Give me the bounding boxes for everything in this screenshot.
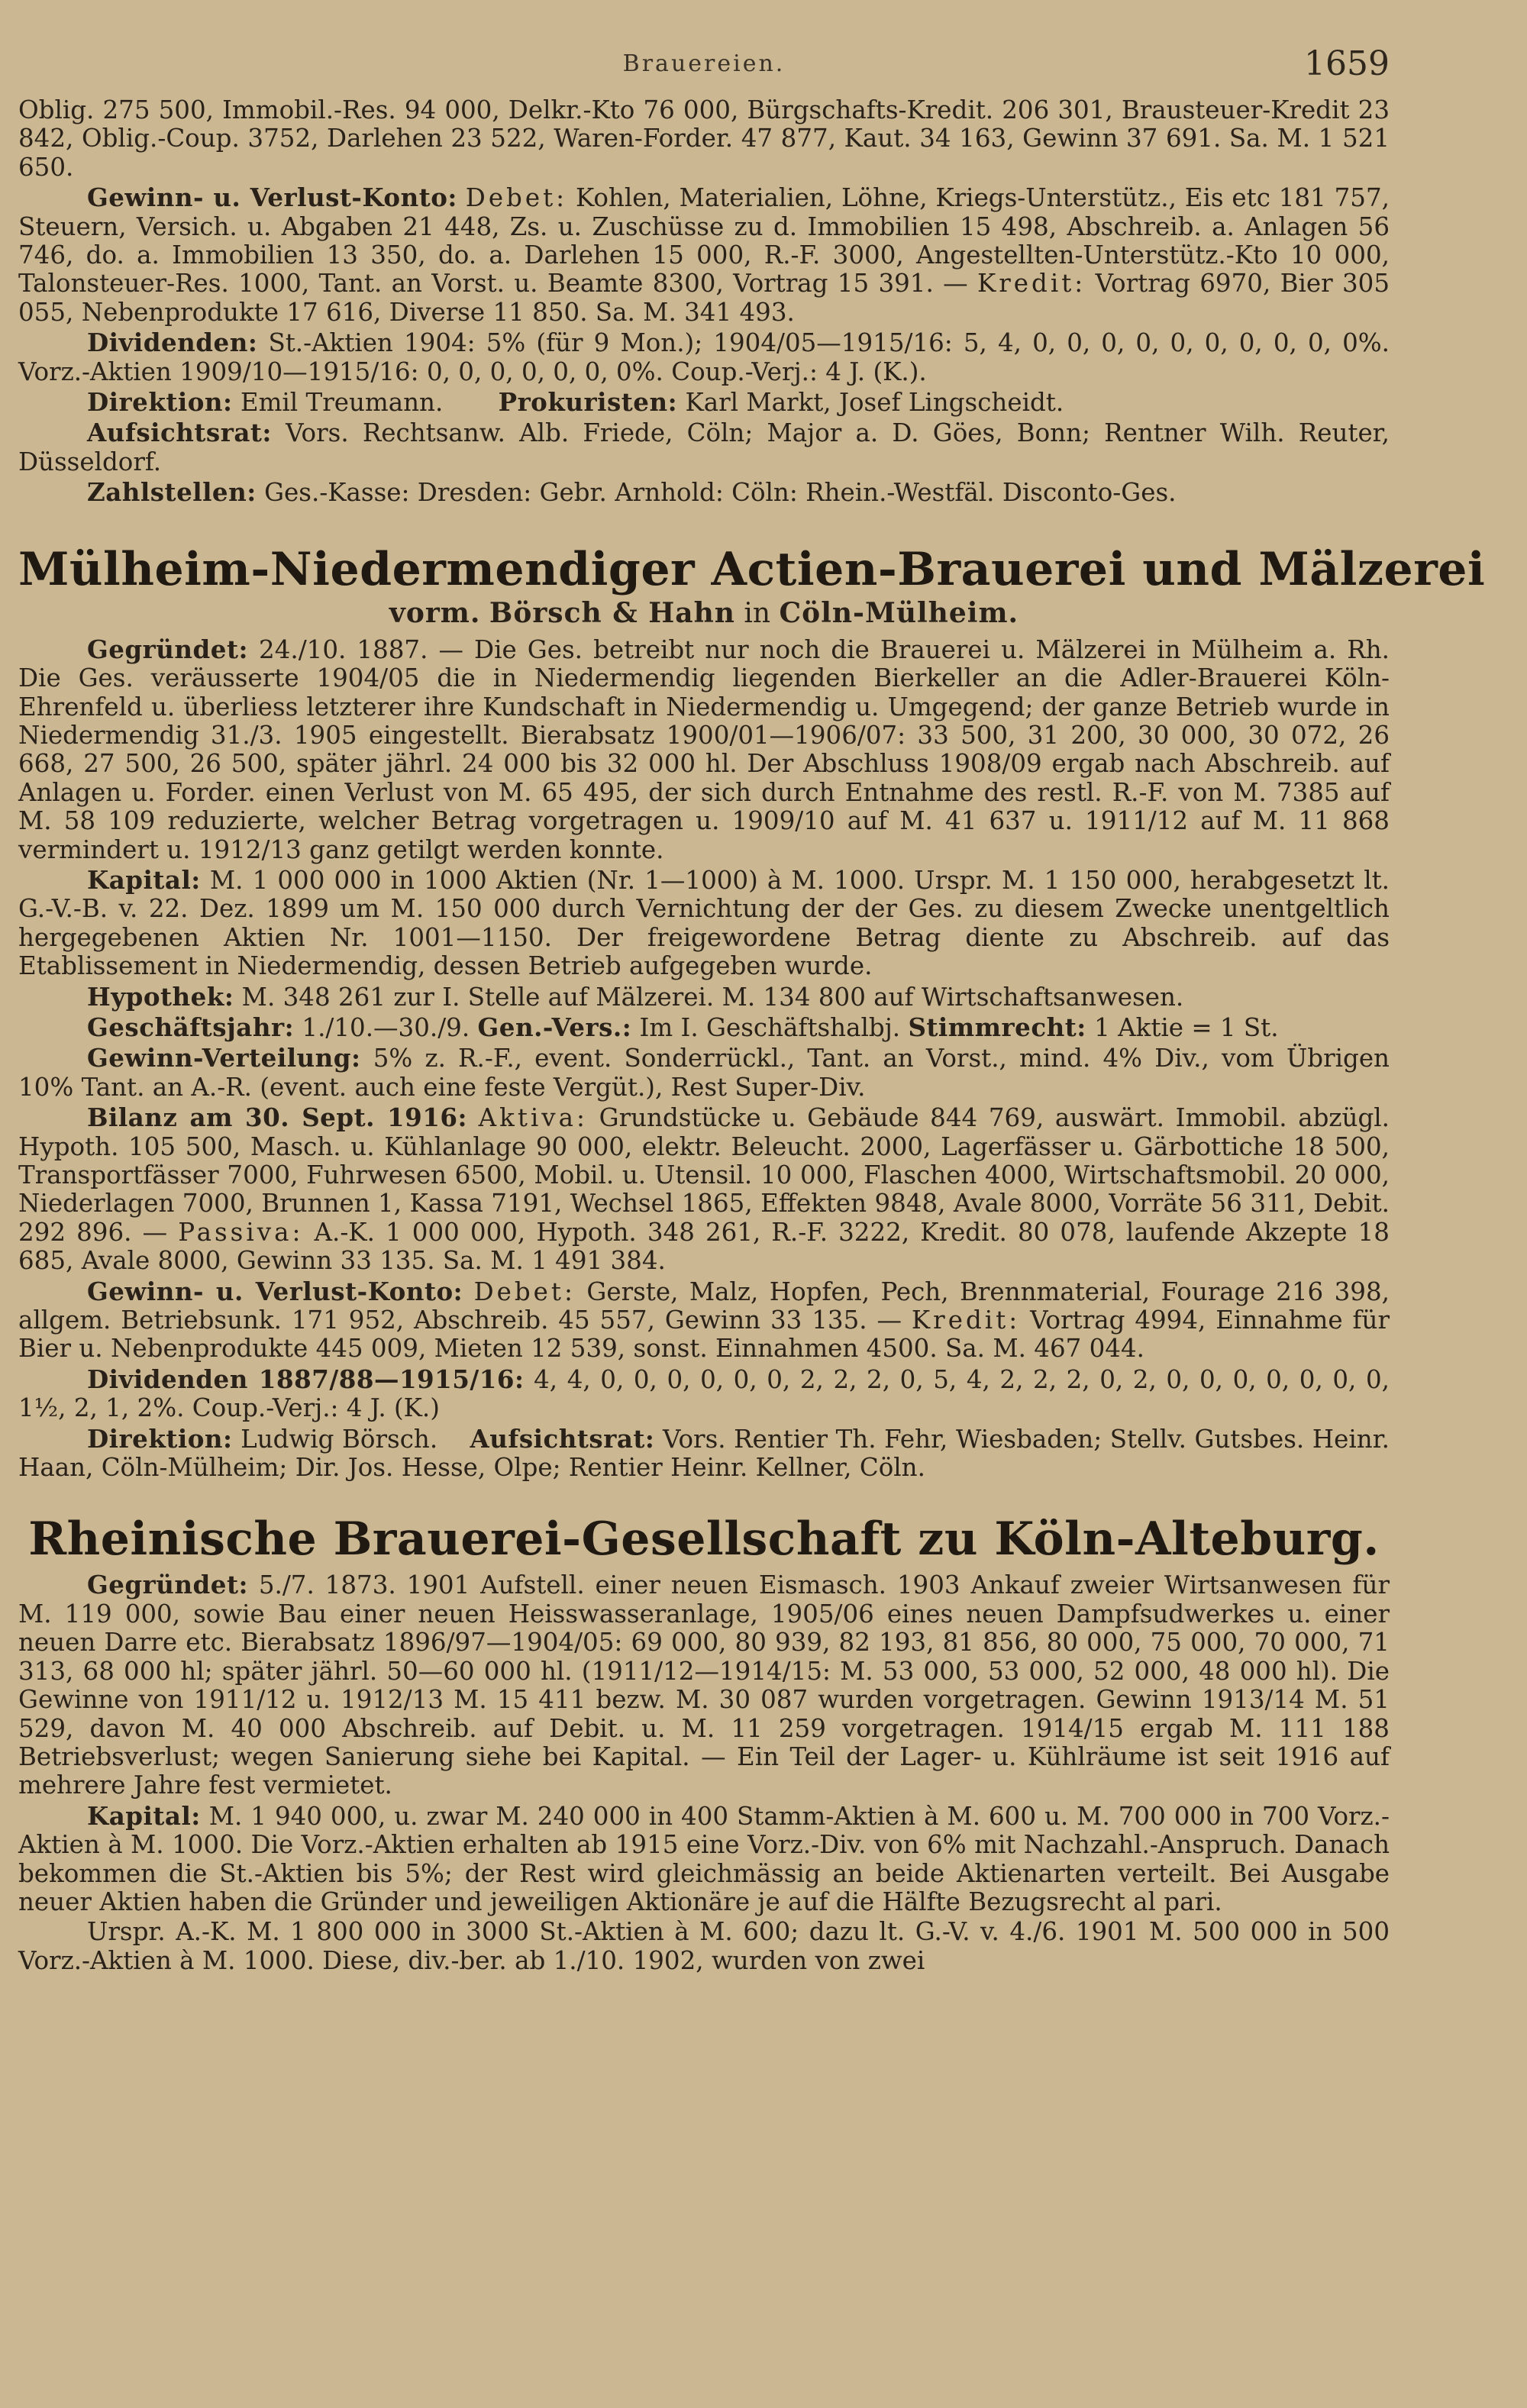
label-gegruendet: Gegründet: — [87, 1570, 248, 1600]
aufsichtsrat-text: Vors. Rechtsanw. Alb. Friede, Cöln; Major a. D. Göes, Bonn; Rentner Wilh. Reuter, Düsseldorf. — [18, 418, 1390, 476]
dividends-text: St.-Aktien 1904: 5% (für 9 Mon.); 1904/05—1915/16: 5, 4, 0, 0, 0, 0, 0, 0, 0, 0, 0, 0%. Vorz.-Aktien 1909/10—1915/16: 0, 0, 0, 0, 0, 0, 0%. Coup.-Verj.: 4 J. (K.). — [18, 328, 1390, 386]
label-debet: Debet: — [473, 1277, 576, 1306]
label-kredit: Kredit: — [911, 1306, 1021, 1335]
profit-distribution: Gewinn-Verteilung: 5% z. R.-F., event. Sonderrückl., Tant. an Vorst., mind. 4% Div., vom Übrigen 10% Tant. an A.-R. (event. auch eine feste Vergüt.), Rest Super-Div. — [18, 1043, 1390, 1102]
gegruendet-text: 24./10. 1887. — Die Ges. betreibt nur noch die Brauerei u. Mälzerei in Mülheim a. Rh. Die Ges. veräusserte 1904/05 die in Niedermendig liegenden Bierkeller an die Adler-Brauerei Köln-Ehrenfeld u. überliess letzterer ihre Kundschaft in Niedermendig u. Umgegend; der ganze Betrieb wurde in Niedermendig 31./3. 1905 eingestellt. Bierabsatz 1900/01—1906/07: 33 500, 31 200, 30 000, 30 072, 26 668, 27 500, 26 500, später jährl. 24 000 bis 32 000 hl. Der Abschluss 1908/09 ergab nach Abschreib. auf Anlagen u. Forder. einen Verlust von M. 65 495, der sich durch Entnahme des restl. R.-F. von M. 7385 auf M. 58 109 reduzierte, welcher Betrag vorgetragen u. 1909/10 auf M. 41 637 u. 1911/12 auf M. 11 868 vermindert u. 1912/13 ganz getilgt werden konnte. — [18, 634, 1390, 864]
running-title: Brauereien. — [622, 50, 786, 77]
hypothek-text: M. 348 261 zur I. Stelle auf Mälzerei. M. 134 800 auf Wirtschaftsanwesen. — [241, 982, 1184, 1012]
founded — [18, 635, 1390, 864]
company-subtitle: vorm. Börsch & Hahn in Cöln-Mülheim. — [389, 596, 1019, 629]
management — [18, 388, 1390, 417]
label-hypothek: Hypothek: — [87, 981, 234, 1012]
label-aufsichtsrat: Aufsichtsrat: — [87, 418, 272, 448]
balance-sheet: Bilanz am 30. Sept. 1916: Aktiva: Grundstücke u. Gebäude 844 769, auswärt. Immobil. abzügl. Hypoth. 105 500, Masch. u. Kühlanlage 90 000, elektr. Beleucht. 2000, Lagerfässer u. Gärbottiche 18 500, Transportfässer 7000, Fuhrwesen 6500, Mobil. u. Utensil. 10 000, Flaschen 4000, Wirtschaftsmobil. 20 000, Niederlagen 7000, Brunnen 1, Kassa 7191, Wechsel 1865, Effekten 9848, Avale 8000, Vorräte 56 311, Debit. 292 896. — Passiva: A.-K. 1 000 000, Hypoth. 348 261, R.-F. 3222, Kredit. 80 078, laufende Akzepte 18 685, Avale 8000, Gewinn 33 135. Sa. M. 1 491 384. — [18, 1102, 1390, 1276]
label-zahlstellen: Zahlstellen: — [87, 477, 257, 508]
fiscal-year-meeting-votes: Geschäftsjahr: 1./10.—30./9. Gen.-Vers.: Im I. Geschäftshalbj. Stimmrecht: 1 Aktie = 1 St. — [87, 1012, 1279, 1042]
zahlstellen-text: Ges.-Kasse: Dresden: Gebr. Arnhold: Cöln: Rhein.-Westfäl. Disconto-Ges. — [264, 478, 1177, 508]
page-header — [18, 44, 1390, 96]
balance-continuation: Oblig. 275 500, Immobil.-Res. 94 000, Delkr.-Kto 76 000, Bürgschafts-Kredit. 206 301, Brausteuer-Kredit 23 842, Oblig.-Coup. 3752, Darlehen 23 522, Waren-Forder. 47 877, Kaut. 34 163, Gewinn 37 691. Sa. M. 1 521 650. — [18, 95, 1390, 182]
paying-agents — [18, 478, 1390, 507]
label-passiva: Passiva: — [178, 1217, 304, 1247]
dividends — [18, 328, 1390, 386]
label-kapital: Kapital: — [87, 1800, 201, 1831]
label-kapital: Kapital: — [87, 864, 201, 895]
label-prokuristen: Prokuristen: — [498, 387, 678, 418]
label-guv: Gewinn- u. Verlust-Konto: — [87, 182, 457, 213]
capital — [18, 866, 1390, 981]
label-geschaeftsjahr: Geschäftsjahr: — [87, 1012, 295, 1042]
label-gewinn-verteilung: Gewinn-Verteilung: — [87, 1043, 361, 1073]
label-gen-vers: Gen.-Vers.: — [477, 1012, 632, 1042]
label-stimmrecht: Stimmrecht: — [908, 1012, 1086, 1042]
label-kredit: Kredit: — [977, 269, 1086, 299]
label-bilanz: Bilanz am 30. Sept. 1916: — [87, 1102, 467, 1133]
direktion-text: Emil Treumann. — [240, 388, 444, 418]
supervisory-board — [18, 418, 1390, 476]
label-dividends: Dividenden 1887/88—1915/16: — [87, 1364, 525, 1394]
mortgage — [18, 983, 1390, 1012]
company-title: Mülheim-Niedermendiger Actien-Brauerei und Mälzerei — [18, 542, 1486, 596]
label-direktion: Direktion: — [87, 1423, 233, 1454]
label-dividends: Dividenden: — [87, 328, 258, 358]
capital: Kapital: M. 1 940 000, u. zwar M. 240 000 in 400 Stamm-Aktien à M. 600 u. M. 700 000 in 700 Vorz.-Aktien à M. 1000. Die Vorz.-Aktien erhalten ab 1915 eine Vorz.-Div. von 6% mit Nachzahl.-Anspruch. Danach bekommen die St.-Aktien bis 5%; der Rest wird gleichmässig an beide Aktienarten verteilt. Bei Ausgabe neuer Aktien haben die Gründer und jeweiligen Aktionäre je auf die Hälfte Bezugsrecht al pari. — [18, 1800, 1390, 1916]
label-gegruendet: Gegründet: — [87, 634, 248, 664]
label-direktion: Direktion: — [87, 387, 233, 418]
label-guv: Gewinn- u. Verlust-Konto: — [87, 1276, 463, 1306]
label-debet: Debet: — [465, 183, 568, 213]
company-title: Rheinische Brauerei-Gesellschaft zu Köln-Alteburg. — [28, 1512, 1380, 1567]
founded: Gegründet: 5./7. 1873. 1901 Aufstell. einer neuen Eismasch. 1903 Ankauf zweier Wirtsanwesen für M. 119 000, sowie Bau einer neuen Heisswasseranlage, 1905/06 eines neuen Dampfsudwerkes u. einer neuen Darre etc. Bierabsatz 1896/97—1904/05: 69 000, 80 939, 82 193, 81 856, 80 000, 75 000, 70 000, 71 313, 68 000 hl; später jährl. 50—60 000 hl. (1911/12—1914/15: M. 53 000, 53 000, 52 000, 48 000 hl). Die Gewinne von 1911/12 u. 1912/13 M. 15 411 bezw. M. 30 087 wurden vorgetragen. Gewinn 1913/14 M. 51 529, davon M. 40 000 Abschreib. auf Debit. u. M. 11 259 vorgetragen. 1914/15 ergab M. 111 188 Betriebsverlust; wegen Sanierung siehe bei Kapital. — Ein Teil der Lager- u. Kühlräume ist seit 1916 auf mehrere Jahre fest vermietet. — [18, 1570, 1390, 1800]
management-board: Direktion: Ludwig Börsch. Aufsichtsrat: Vors. Rentier Th. Fehr, Wiesbaden; Stellv. Gutsbes. Heinr. Haan, Cöln-Mülheim; Dir. Jos. Hesse, Olpe; Rentier Heinr. Kellner, Cöln. — [18, 1423, 1390, 1483]
entry-rheinische-brauerei — [18, 1512, 1390, 1975]
page-number: 1659 — [1304, 44, 1390, 83]
label-aufsichtsrat: Aufsichtsrat: — [470, 1423, 655, 1454]
dividends: Dividenden 1887/88—1915/16: 4, 4, 0, 0, 0, 0, 0, 0, 2, 2, 2, 0, 5, 4, 2, 2, 2, 0, 2, 0, 0, 0, 0, 0, 0, 0, 1½, 2, 1, 2%. Coup.-Verj.: 4 J. (K.) — [18, 1364, 1390, 1423]
entry-continuation — [18, 96, 1390, 508]
profit-loss-account: Gewinn- u. Verlust-Konto: Debet: Gerste, Malz, Hopfen, Pech, Brennmaterial, Fourage 216 398, allgem. Betriebsunk. 171 952, Abschreib. 45 557, Gewinn 33 135. — Kredit: Vortrag 4994, Einnahme für Bier u. Nebenprodukte 445 009, Mieten 12 539, sonst. Einnahmen 4500. Sa. M. 467 044. — [18, 1276, 1390, 1364]
original-capital: Urspr. A.-K. M. 1 800 000 in 3000 St.-Aktien à M. 600; dazu lt. G.-V. v. 4./6. 1901 M. 500 000 in 500 Vorz.-Aktien à M. 1000. Diese, div.-ber. ab 1./10. 1902, wurden von zwei — [18, 1917, 1390, 1975]
guv-debet-text: Kohlen, Materialien, Löhne, Kriegs-Unterstütz., Eis etc 181 757, Steuern, Versich. u. Abgaben 21 448, Zs. u. Zuschüsse zu d. Immobilien 15 498, Abschreib. a. Anlagen 56 746, do. a. Immobilien 13 350, do. a. Darlehen 15 000, R.-F. 3000, Angestellten-Unterstütz.-Kto 10 000, Talonsteuer-Res. 1000, Tant. an Vorst. u. Beamte 8300, Vortrag 15 391. — — [18, 183, 1390, 299]
label-aktiva: Aktiva: — [478, 1103, 588, 1133]
guv-kredit-text: Vortrag 6970, Bier 305 055, Nebenprodukte 17 616, Diverse 11 850. Sa. M. 341 493. — [18, 269, 1390, 327]
entry-muelheim-niedermendiger — [18, 542, 1486, 1483]
kapital-text: M. 1 000 000 in 1000 Aktien (Nr. 1—1000) à M. 1000. Urspr. M. 1 150 000, herabgesetzt lt. G.-V.-B. v. 22. Dez. 1899 um M. 150 000 durch Vernichtung der der Ges. zu diesem Zwecke unentgeltlich hergegebenen Aktien Nr. 1001—1150. Der freigewordene Betrag diente zu Abschreib. auf das Etablissement in Niedermendig, dessen Betrieb aufgegeben wurde. — [18, 865, 1390, 981]
prokuristen-text: Karl Markt, Josef Lingscheidt. — [685, 388, 1064, 418]
profit-loss-account — [18, 183, 1390, 327]
